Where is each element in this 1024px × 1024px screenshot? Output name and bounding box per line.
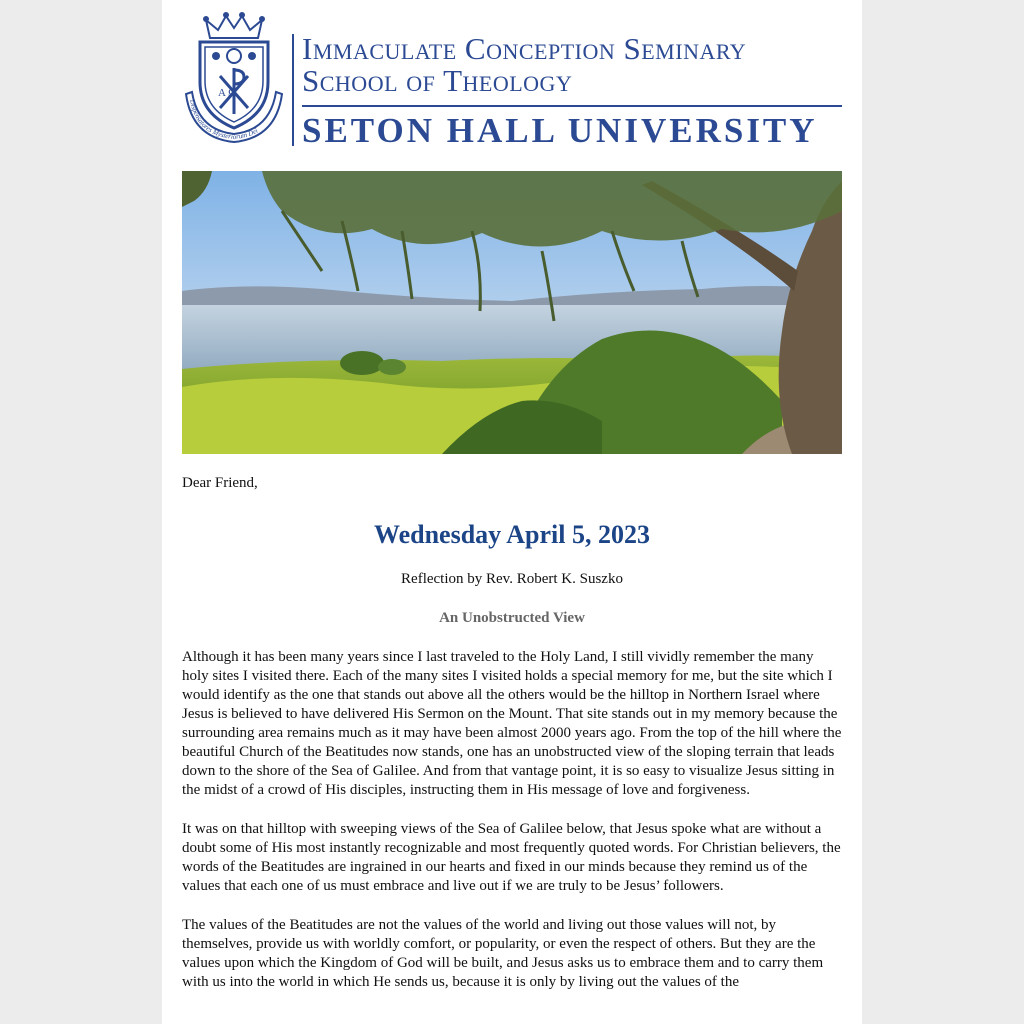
school-name: School of Theology bbox=[302, 63, 573, 98]
letter-content bbox=[182, 474, 842, 992]
header-divider bbox=[292, 34, 294, 146]
seminary-crest-logo bbox=[182, 10, 286, 148]
university-name: SETON HALL UNIVERSITY bbox=[302, 111, 818, 150]
email-page bbox=[162, 0, 862, 1024]
reflection-byline: Reflection by Rev. Robert K. Suszko bbox=[401, 571, 623, 587]
seminary-name: Immaculate Conception Seminary bbox=[302, 31, 747, 66]
reflection-title: An Unobstructed View bbox=[439, 610, 585, 626]
reflection-paragraph-1: Although it has been many years since I last traveled to the Holy Land, I still vividly remember the many holy sites I visited there. Each of the many sites I visited holds a special memory for me, but the site which I would identify as the one that stands out above all the others would be the hilltop in Northern Israel where Jesus is believed to have delivered His Sermon on the Mount. That site stands out in my memory because the surrounding area remains much as it may have been almost 2000 years ago. From the top of the hill where the beautiful Church of the Beatitudes now stands, one has an unobstructed view of the sloping terrain that leads down to the shore of the Sea of Galilee. And from that vantage point, it is so easy to visualize Jesus sitting in the midst of a crowd of His disciples, instructing them in His message of love and forgiveness. bbox=[182, 649, 842, 798]
reflection-paragraph-3: The values of the Beatitudes are not the values of the world and living out those values will not, by themselves, provide us with worldly comfort, or popularity, or even the respect of others. But they are the values upon which the Kingdom of God will be built, and Jesus asks us to embrace them and to carry them with us into the world in which He sends us, because it is only by living out the values of the bbox=[182, 917, 824, 990]
header-rule bbox=[302, 105, 842, 107]
salutation: Dear Friend, bbox=[182, 475, 258, 491]
seminary-header[interactable] bbox=[182, 10, 842, 150]
sea-of-galilee-photo[interactable] bbox=[182, 171, 842, 454]
reflection-date: Wednesday April 5, 2023 bbox=[374, 520, 650, 549]
crest-motto: Dispensatores Mysteriorum Dei bbox=[188, 98, 260, 142]
crest-alpha-omega: A Ω bbox=[218, 87, 237, 99]
reflection-paragraph-2: It was on that hilltop with sweeping views of the Sea of Galilee below, that Jesus spoke what are without a doubt some of His most instantly recognizable and most frequently quoted words. For Christian believers, the words of the Beatitudes are ingrained in our hearts and fixed in our minds because they remind us of the values that each one of us must embrace and live out if we are truly to be Jesus’ followers. bbox=[182, 821, 841, 894]
